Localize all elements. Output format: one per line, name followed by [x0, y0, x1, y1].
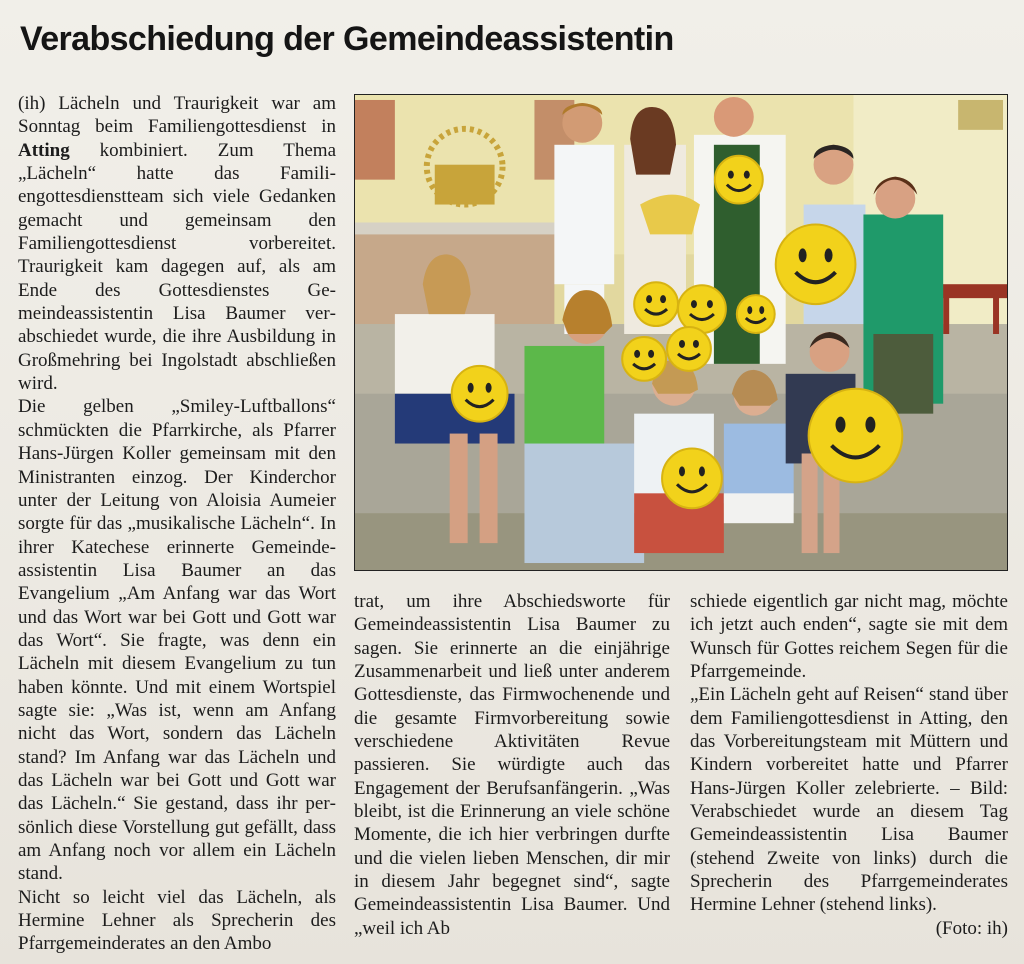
paragraph-balloons: Die gelben „Smiley-Luftballons“ schmückten die Pfarrkirche, als Pfarrer Hans-Jürgen Koller gemeinsam mit den Ministranten einzog. Der Kinderchor unter der Leitung von Aloisia Aumeier sorgte für das „musikalische Lächeln“. In ihrer Katechese erinnerte Gemeindeassistentin Lisa Baumer an das Evangelium „Am Anfang war das Wort und das Wort war bei Gott und Gott war das Wort“. Sie fragte, was denn ein Lächeln mit diesem Evangelium zu tun haben könnte. Und mit einem Wortspiel sagte sie: „Was ist, wenn am Anfang nicht das Wort, sondern das Lächeln stand? Im Anfang war das Lächeln und das Lächeln war bei Gott und Gott war das Lächeln.“ Sie gestand, dass ihr persönlich diese Vorstellung gut gefällt, dass am Anfang noch vor allem ein Lächeln stand.: [18, 396, 336, 885]
paragraph-blessing: schiede eigentlich gar nicht mag, möchte ich jetzt auch enden“, sagte sie mit dem Wunsch für Gottes reichem Segen für die Pfarrgemeinde.: [690, 591, 1008, 683]
article-headline: Verabschiedung der Gemeindeassistentin: [20, 20, 674, 58]
group-photo: [354, 94, 1008, 571]
text-column-2: [354, 590, 670, 940]
text-column-3: [690, 590, 1008, 940]
photo-credit: (Foto: ih): [935, 917, 1008, 939]
text-column-1: [18, 92, 336, 956]
paragraph-farewell-words: trat, um ihre Abschiedsworte für Gemeindeassistentin Lisa Baumer zu sagen. Sie erinnerte an die einjährige Zusammenarbeit und ließ unter anderem Gottesdienste, das Firmwochenende und die gesamte Firmvorbereitung sowie verschiedene Aktivitäten Revue passieren. Sie würdigte auch das Engagement der Berufsanfängerin. „Was bleibt, ist die Erinnerung an viele schöne Momente, die ich hier verbringen durfte und die vielen lieben Menschen, dir mir in diesem Jahr begegnet sind“, sagte Gemeindeassistentin Lisa Baumer. Und „weil ich Ab: [354, 591, 670, 939]
place-name: Atting: [18, 139, 70, 161]
paragraph-farewell-start: Nicht so leicht viel das Lächeln, als Hermine Lehner als Sprecherin des Pfarrgemeinderates an den Ambo: [18, 886, 336, 955]
paragraph-photo-caption: „Ein Lächeln geht auf Reisen“ stand über dem Familiengottesdienst in Atting, den das Vorbereitungsteam mit Müttern und Kindern vorbereitet hatte und Pfarrer Hans-Jürgen Koller zelebrierte. – Bild: Verabschiedet wurde an diesem Tag Gemeindeassistentin Lisa Baumer (stehend Zweite von links) durch die Sprecherin des Pfarrgemeinderates Hermine Lehner (stehend links). (Foto: ih): [690, 684, 1008, 939]
paragraph-intro: (ih) Lächeln und Traurigkeit war am Sonntag beim Familiengottesdienst in Atting kombiniert. Zum Thema „Lächeln“ hatte das Familiengottesdienstteam sich viele Gedanken gemacht und gemeinsam den Familiengottesdienst vorbereitet. Traurigkeit kam dagegen auf, als am Ende des Gottesdienstes Gemeindeassistentin Lisa Baumer verabschiedet wurde, die ihre Ausbildung in Großmehring bei Ingolstadt abschließen wird.: [18, 93, 336, 395]
photo-illustration: [355, 95, 1007, 570]
